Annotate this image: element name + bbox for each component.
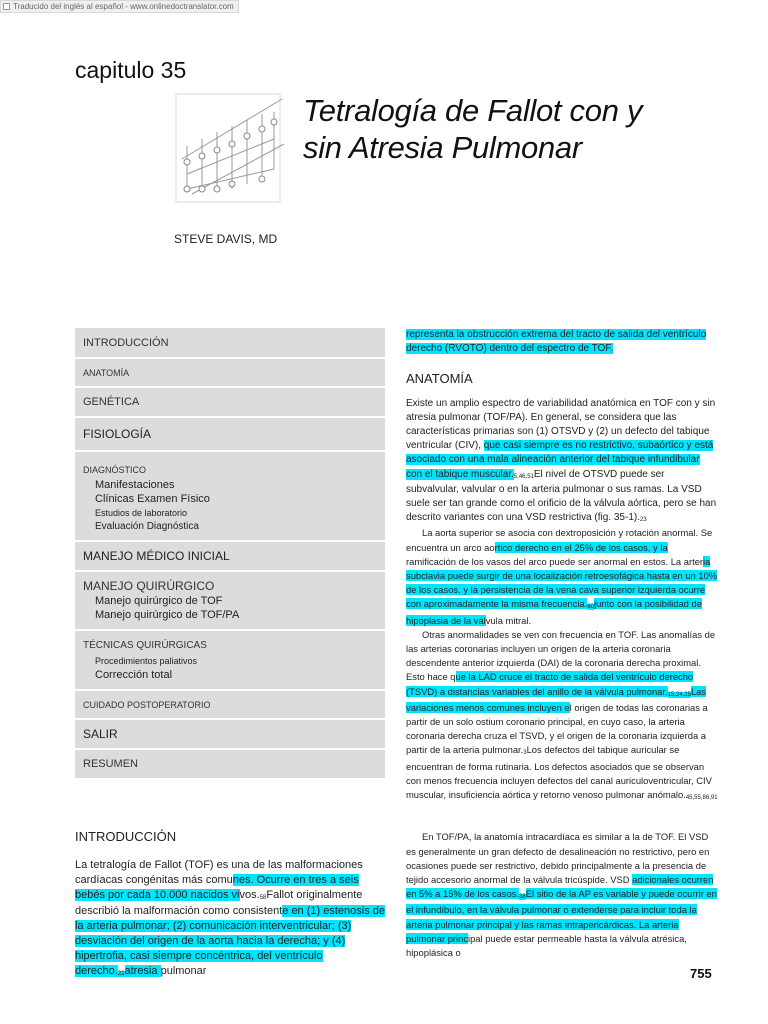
paragraph (406, 526, 718, 627)
intro-paragraph (75, 858, 385, 980)
text: pulmonar (160, 964, 207, 977)
highlighted-text: rtico derecho en el 25% de los casos, y la (494, 541, 668, 553)
paragraph (406, 830, 718, 960)
banner-text: Traducido del inglés al español - www.onlinedoctranslator.com (13, 2, 234, 11)
toc-diagnosis-group (75, 452, 385, 542)
highlighted-text: Las variaciones menos comunes incluyen e (406, 685, 707, 713)
highlighted-text: representa la obstrucción extrema del tracto de salida del ventrículo derecho (RVOTO) dentro del espectro de TOF. (406, 329, 707, 355)
translator-banner[interactable] (0, 0, 239, 13)
text: Existe un amplio espectro de variabilidad anatómica en TOF con y sin atresia pulmonar (TOF/PA). En general, se considera que las características primarias son (1) OTSVD y (2) un defecto del tabique ventricular (CIV), (406, 397, 716, 452)
text: En TOF/PA, la anatomía intracardíaca es similar a la de TOF. El VSD es generalmente un gran defecto de desalineación no restrictivo, pero en ocasiones puede ser restrictivo, debido principalmente a la presencia de tejido accesorio anormal de la válvula tricúspide. VSD (406, 831, 710, 885)
section-heading-anatomy: ANATOMÍA (406, 371, 473, 387)
toc-diag-item[interactable]: Estudios de laboratorio (95, 508, 188, 518)
highlighted-text: e en (1) estenosis de la arteria pulmonar; (2) comunicación interventricular; (3) desviación del origen de la aorta hacia la derecha; y (4) hipertrofia, casi siempre concéntrica, del ventrículo derecho. (75, 905, 385, 977)
text: Otras anormalidades se ven con frecuencia en TOF. Las anomalías de las arterias coronarias incluyen un origen de la arteria coronaria descendente anterior izquierda (DAI) de la coronaria derecha proximal. Esto hace q (406, 628, 716, 683)
highlighted-text: junto con la posibilidad de hipoplasia de la vál (406, 598, 702, 626)
toc-genetics[interactable]: GENÉTICA (75, 388, 385, 418)
highlighted-text: El sitio de la AP es variable y puede ocurrir en el infundíbulo, en la válvula pulmonar o extenderse para incluir toda la arteria pulmonar principal y las ramas intrapericárdicas. La arteria pulmonar princ (406, 888, 717, 944)
highlighted-text: adicionales ocurren en 5% a 15% de los casos. (406, 873, 714, 900)
toc-diag-item[interactable]: Manifestaciones (95, 479, 175, 491)
text: Fallot originalmente describió la malformación como consistent (75, 888, 363, 918)
chapter-figure (172, 84, 292, 209)
reference: 60 (587, 604, 595, 611)
paragraph (406, 397, 718, 527)
document-icon (3, 3, 10, 10)
text: ipal puede estar permeable hasta la válvula atrésica, hipoplásica o (406, 932, 687, 958)
toc-tech-item[interactable]: Corrección total (95, 669, 173, 681)
highlighted-text: nes. Ocurre en tres a seis bebés por cada 10.000 nacidos vi (75, 873, 359, 901)
text: El nivel de OTSVD puede ser subvalvular, valvular o en la arteria pulmonar o sus ramas. La VSD suele ser tan grande como el orificio de la válvula aórtica, pero se han descrito variantes con una VSD restrictiva (fig. 35-1). (406, 468, 717, 524)
toc-tech-item[interactable]: Procedimientos paliativos (95, 656, 198, 666)
toc-surgical[interactable]: MANEJO QUIRÚRGICO (83, 579, 215, 593)
chapter-title (303, 92, 743, 166)
text: l origen de todas las coronarias a partir de un solo ostium coronario principal, en cuyo caso, la arteria coronaria derecha cruza el TSVD, y el origen de la coronaria izquierda a partir de la arteria pulmonar. (406, 701, 708, 756)
toc-exit[interactable]: SALIR (75, 720, 385, 750)
toc-diag-item[interactable]: Clínicas Examen Físico (95, 493, 210, 505)
toc-surgical-group (75, 572, 385, 631)
chapter-label: capitulo 35 (75, 57, 187, 83)
text: La aorta superior se asocia con dextroposición y rotación anormal. Se encuentra un arco ao (406, 527, 713, 553)
toc-surgical-item[interactable]: Manejo quirúrgico de TOF (95, 595, 223, 607)
toc-intro[interactable]: INTRODUCCIÓN (75, 328, 385, 359)
section-heading-intro: INTRODUCCIÓN (75, 829, 177, 844)
text: vula mitral. (485, 614, 532, 626)
reference: 22 (117, 970, 125, 977)
title-line-2: sin Atresia Pulmonar (303, 130, 582, 165)
toc-postop[interactable]: CUIDADO POSTOPERATORIO (75, 691, 385, 720)
text: Los defectos del tabique auricular se encuentran de forma rutinaria. Los defectos asociados que se observan con menos frecuencia incluyen defectos del canal auriculoventricular, CIV muscular, insuficiencia aórtica y retorno venoso pulmonar anómalo. (406, 744, 712, 801)
reference: 38 (519, 894, 526, 901)
highlighted-text: atresia (124, 964, 161, 977)
text: ramificación de los vasos del arco puede ser anormal en estos. La arter (406, 555, 704, 567)
reference: 3 (523, 750, 527, 757)
page-number: 755 (690, 966, 712, 981)
toc-anatomy[interactable]: ANATOMÍA (75, 359, 385, 388)
highlighted-text: ia subclavia puede surgir de una localización retroesofágica hasta en un 10% de los casos, y la persistencia de la vena cava superior izquierda ocurre con aproximadamente la misma frecuencia. (406, 555, 718, 610)
paragraph (406, 628, 718, 804)
toc-techniques[interactable]: TÉCNICAS QUIRÚRGICAS (83, 640, 207, 651)
highlighted-text: que casi siempre es no restrictivo, subaórtico y está asociado con una mala alineación anterior del tabique infundibular con el tabique muscular. (406, 440, 714, 480)
toc-techniques-group (75, 631, 385, 691)
toc-summary[interactable]: RESUMEN (83, 758, 139, 770)
reference: 45,55,86,91 (685, 795, 718, 802)
text: La tetralogía de Fallot (TOF) es una de las malformaciones cardíacas congénitas más comu (75, 859, 363, 886)
reference: 15,24,25 (667, 691, 691, 698)
highlighted-text: ue la LAD cruce el tracto de salida del ventrículo derecho (TSVD) a distancias variables del anillo de la válvula pulmonar. (406, 671, 694, 697)
toc-diag-item[interactable]: Evaluación Diagnóstica (95, 521, 199, 532)
toc-physiology[interactable]: FISIOLOGÍA (75, 418, 385, 452)
reference: 5,46,51 (513, 473, 534, 480)
toc-initial-management[interactable]: MANEJO MÉDICO INICIAL (75, 542, 385, 572)
table-of-contents (75, 328, 385, 778)
toc-diagnosis[interactable]: DIAGNÓSTICO (83, 465, 147, 475)
text: vos. (239, 888, 260, 901)
reference: 23 (639, 517, 647, 524)
toc-surgical-item[interactable]: Manejo quirúrgico de TOF/PA (95, 609, 240, 621)
reference: 58 (259, 894, 267, 901)
paragraph (406, 328, 718, 356)
author: STEVE DAVIS, MD (174, 232, 278, 246)
right-column (406, 328, 718, 960)
title-line-1: Tetralogía de Fallot con y (303, 93, 643, 128)
